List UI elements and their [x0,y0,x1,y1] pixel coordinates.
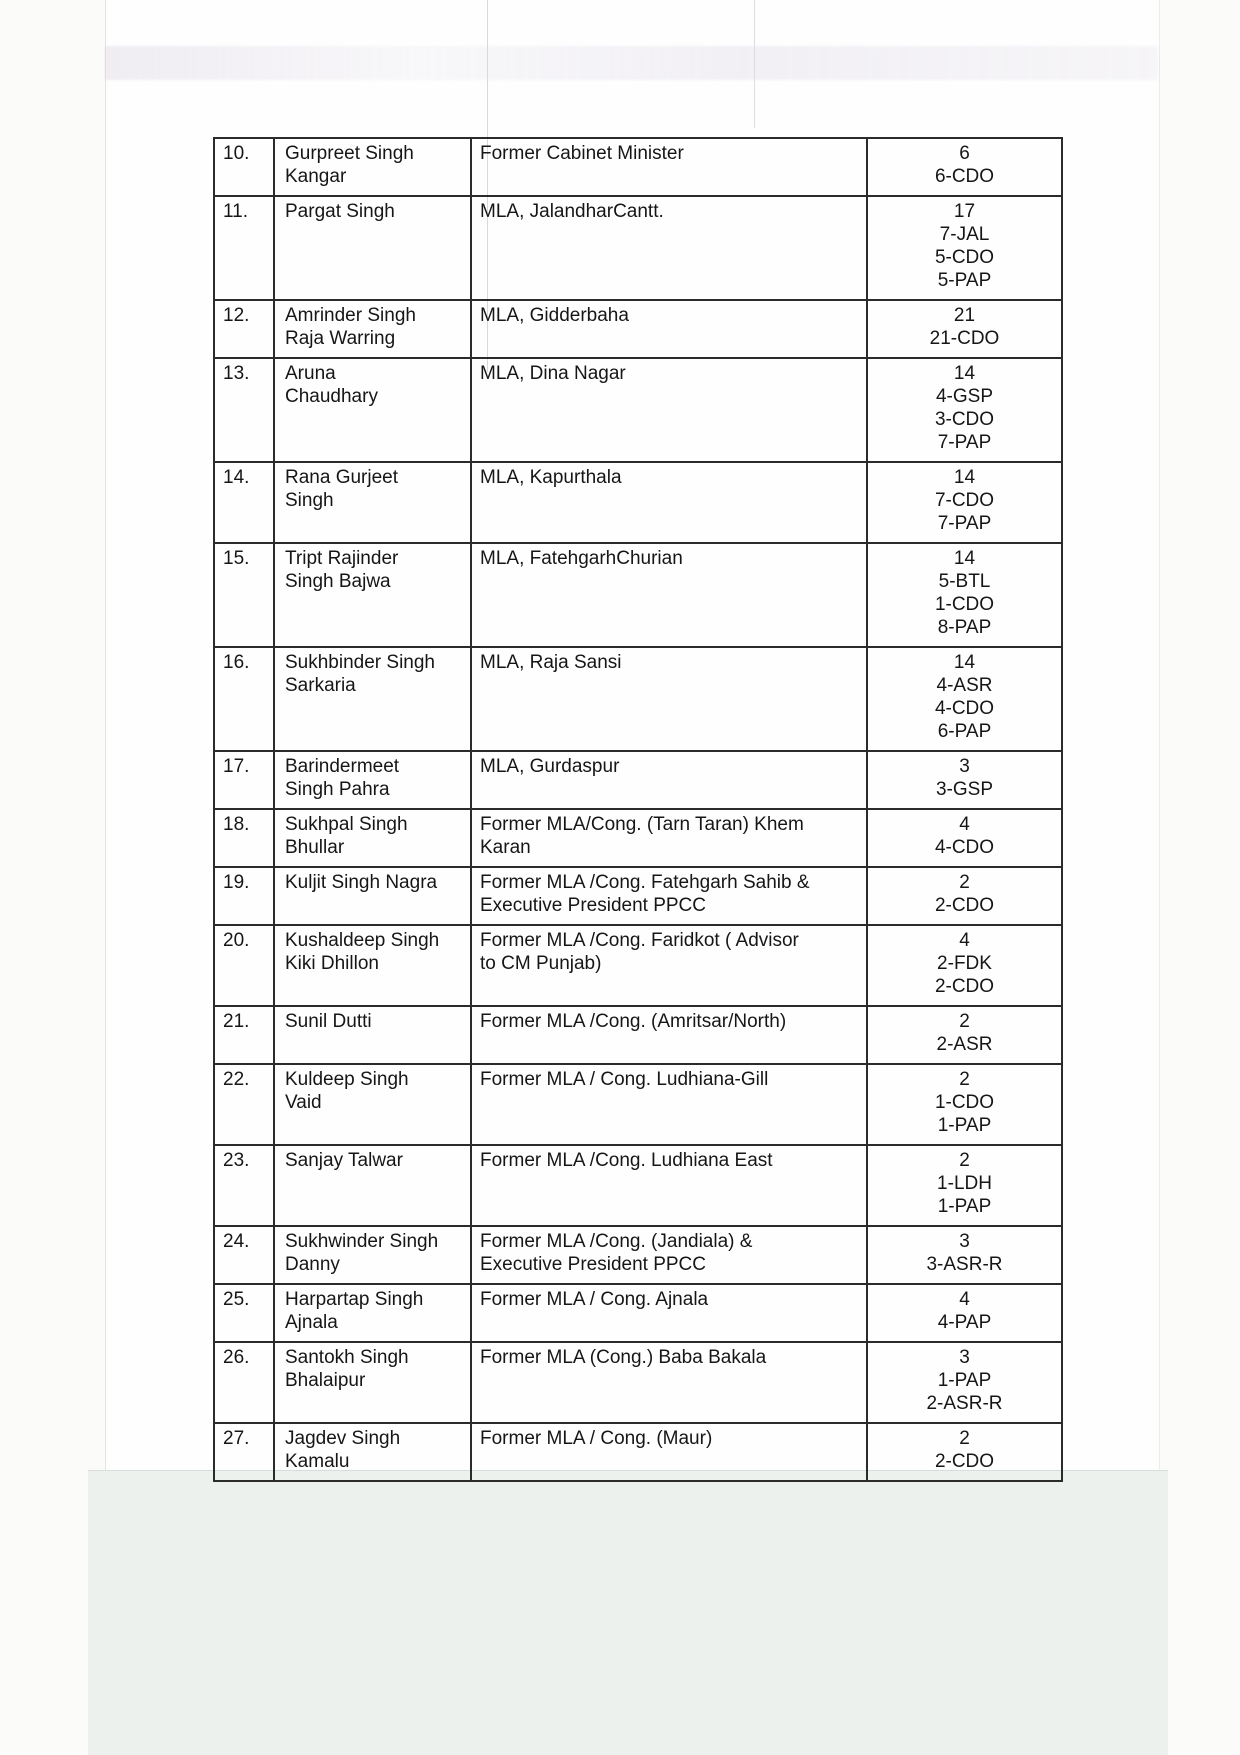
designation-cell [472,1007,868,1063]
designation-line: Karan [480,837,531,858]
designation-line: Former MLA /Cong. (Amritsar/North) [480,1011,787,1032]
designation-line: Former MLA/Cong. (Tarn Taran) Khem [480,814,804,835]
name-cell [275,463,472,542]
designation-cell [472,1065,868,1144]
name-cell [275,544,472,646]
designation-line: Former MLA /Cong. Ludhiana East [480,1150,773,1171]
count-breakdown-line: 1-CDO [934,1092,995,1113]
serial-number: 12. [223,305,250,326]
count-cell [868,139,1061,195]
name-cell [275,359,472,461]
count-breakdown-line: 7-PAP [937,513,992,534]
count-total: 3 [959,1347,970,1368]
designation-cell [472,139,868,195]
count-breakdown-line: 7-JAL [939,224,990,245]
name-line: Pargat Singh [285,201,395,222]
count-cell [868,1343,1061,1422]
table-row [215,1424,1061,1480]
designation-cell [472,752,868,808]
table-row [215,197,1061,301]
name-line: Kuldeep Singh [285,1069,409,1090]
name-cell [275,1146,472,1225]
designation-line: Former MLA / Cong. Ajnala [480,1289,709,1310]
table-row [215,544,1061,648]
count-total: 14 [953,548,976,569]
count-breakdown-line: 4-CDO [934,698,995,719]
name-line: Chaudhary [285,386,378,407]
count-breakdown-line: 3-ASR-R [926,1254,1003,1275]
serial-cell [215,463,275,542]
serial-number: 16. [223,652,250,673]
count-cell [868,648,1061,750]
count-total: 3 [959,1231,970,1252]
serial-cell [215,1007,275,1063]
name-line: Kiki Dhillon [285,953,379,974]
designation-cell [472,1343,868,1422]
table-row [215,1065,1061,1146]
designation-line: Former MLA /Cong. Faridkot ( Advisor [480,930,799,951]
designation-cell [472,301,868,357]
serial-number: 21. [223,1011,250,1032]
serial-cell [215,1146,275,1225]
designation-line: Former Cabinet Minister [480,143,684,164]
count-cell [868,868,1061,924]
count-breakdown-line: 7-CDO [934,490,995,511]
serial-cell [215,868,275,924]
scanner-background-strip [88,1470,1168,1755]
name-cell [275,648,472,750]
count-total: 2 [959,1150,970,1171]
serial-number: 10. [223,143,250,164]
count-breakdown-line: 1-PAP [937,1196,992,1217]
designation-line: Executive President PPCC [480,1254,706,1275]
designation-cell [472,926,868,1005]
serial-number: 23. [223,1150,250,1171]
count-breakdown-line: 1-CDO [934,594,995,615]
serial-number: 19. [223,872,250,893]
count-breakdown-line: 5-CDO [934,247,995,268]
scan-fold-line [754,0,755,128]
designation-cell [472,1424,868,1480]
name-cell [275,868,472,924]
name-cell [275,1424,472,1480]
name-line: Kuljit Singh Nagra [285,872,438,893]
serial-cell [215,301,275,357]
designation-line: Former MLA (Cong.) Baba Bakala [480,1347,767,1368]
designation-line: Former MLA / Cong. Ludhiana-Gill [480,1069,769,1090]
name-line: Vaid [285,1092,322,1113]
serial-cell [215,926,275,1005]
name-line: Sunil Dutti [285,1011,372,1032]
designation-line: MLA, Kapurthala [480,467,622,488]
designation-line: MLA, Raja Sansi [480,652,622,673]
table-row [215,1146,1061,1227]
count-cell [868,301,1061,357]
roster-table [213,137,1063,1482]
name-line: Gurpreet Singh [285,143,414,164]
serial-number: 27. [223,1428,250,1449]
serial-cell [215,1285,275,1341]
count-total: 6 [959,143,970,164]
name-line: Santokh Singh [285,1347,409,1368]
name-line: Kushaldeep Singh [285,930,440,951]
name-line: Raja Warring [285,328,396,349]
count-cell [868,1007,1061,1063]
name-line: Singh Pahra [285,779,390,800]
serial-cell [215,139,275,195]
table-row [215,868,1061,926]
designation-line: Executive President PPCC [480,895,706,916]
name-cell [275,301,472,357]
count-total: 2 [959,872,970,893]
name-cell [275,1343,472,1422]
designation-line: Former MLA /Cong. Fatehgarh Sahib & [480,872,810,893]
count-breakdown-line: 5-PAP [937,270,992,291]
count-total: 17 [953,201,976,222]
designation-cell [472,463,868,542]
name-line: Tript Rajinder [285,548,399,569]
count-breakdown-line: 4-PAP [937,1312,992,1333]
serial-number: 20. [223,930,250,951]
count-cell [868,1424,1061,1480]
table-row [215,1343,1061,1424]
count-cell [868,1146,1061,1225]
name-line: Bhalaipur [285,1370,366,1391]
designation-cell [472,648,868,750]
table-row [215,463,1061,544]
name-cell [275,926,472,1005]
name-line: Sarkaria [285,675,356,696]
table-row [215,1285,1061,1343]
name-line: Singh Bajwa [285,571,391,592]
count-total: 2 [959,1428,970,1449]
designation-cell [472,1146,868,1225]
count-cell [868,926,1061,1005]
name-cell [275,1227,472,1283]
count-cell [868,544,1061,646]
designation-cell [472,1227,868,1283]
count-total: 21 [953,305,976,326]
designation-line: MLA, JalandharCantt. [480,201,664,222]
name-line: Barindermeet [285,756,400,777]
serial-cell [215,648,275,750]
count-breakdown-line: 4-ASR [936,675,993,696]
count-breakdown-line: 3-GSP [935,779,994,800]
count-breakdown-line: 4-CDO [934,837,995,858]
count-cell [868,810,1061,866]
table-row [215,926,1061,1007]
count-cell [868,1227,1061,1283]
serial-number: 24. [223,1231,250,1252]
serial-cell [215,1065,275,1144]
serial-number: 22. [223,1069,250,1090]
serial-cell [215,1227,275,1283]
designation-line: MLA, Dina Nagar [480,363,626,384]
count-breakdown-line: 2-FDK [937,953,992,974]
count-total: 14 [953,652,976,673]
table-row [215,359,1061,463]
table-row [215,752,1061,810]
count-cell [868,1285,1061,1341]
count-total: 3 [959,756,970,777]
name-line: Harpartap Singh [285,1289,424,1310]
serial-number: 14. [223,467,250,488]
count-breakdown-line: 5-BTL [938,571,991,592]
count-breakdown-line: 8-PAP [937,617,992,638]
count-total: 14 [953,467,976,488]
name-line: Amrinder Singh [285,305,416,326]
count-breakdown-line: 6-PAP [937,721,992,742]
count-total: 4 [959,1289,970,1310]
scan-smudge-artifact [105,46,1158,80]
designation-line: to CM Punjab) [480,953,602,974]
name-line: Singh [285,490,334,511]
name-line: Ajnala [285,1312,338,1333]
count-breakdown-line: 2-ASR [936,1034,993,1055]
designation-cell [472,810,868,866]
designation-line: MLA, Gurdaspur [480,756,620,777]
count-cell [868,359,1061,461]
name-cell [275,752,472,808]
count-total: 4 [959,814,970,835]
designation-cell [472,1285,868,1341]
count-total: 2 [959,1069,970,1090]
name-line: Aruna [285,363,336,384]
serial-number: 13. [223,363,250,384]
name-cell [275,1065,472,1144]
count-breakdown-line: 2-CDO [934,1451,995,1472]
name-line: Danny [285,1254,340,1275]
name-line: Kamalu [285,1451,350,1472]
count-breakdown-line: 2-CDO [934,895,995,916]
serial-cell [215,544,275,646]
name-line: Sukhpal Singh [285,814,408,835]
table-row [215,810,1061,868]
count-total: 2 [959,1011,970,1032]
serial-number: 15. [223,548,250,569]
name-cell [275,197,472,299]
designation-cell [472,868,868,924]
name-line: Jagdev Singh [285,1428,401,1449]
name-line: Kangar [285,166,347,187]
designation-cell [472,359,868,461]
count-cell [868,752,1061,808]
table-row [215,648,1061,752]
count-breakdown-line: 3-CDO [934,409,995,430]
serial-cell [215,1424,275,1480]
serial-number: 26. [223,1347,250,1368]
count-cell [868,1065,1061,1144]
name-cell [275,1285,472,1341]
serial-number: 17. [223,756,250,777]
designation-cell [472,544,868,646]
serial-cell [215,810,275,866]
serial-number: 11. [223,201,249,222]
count-cell [868,197,1061,299]
count-breakdown-line: 21-CDO [929,328,1000,349]
designation-cell [472,197,868,299]
serial-cell [215,1343,275,1422]
name-cell [275,1007,472,1063]
name-line: Rana Gurjeet [285,467,399,488]
count-breakdown-line: 1-LDH [937,1173,992,1194]
count-breakdown-line: 1-PAP [937,1370,992,1391]
serial-cell [215,359,275,461]
table-row [215,1007,1061,1065]
name-line: Bhullar [285,837,345,858]
name-line: Sukhwinder Singh [285,1231,439,1252]
count-breakdown-line: 1-PAP [937,1115,992,1136]
name-line: Sukhbinder Singh [285,652,435,673]
count-breakdown-line: 4-GSP [935,386,994,407]
designation-line: MLA, Gidderbaha [480,305,629,326]
designation-line: MLA, FatehgarhChurian [480,548,683,569]
count-breakdown-line: 6-CDO [934,166,995,187]
serial-number: 25. [223,1289,250,1310]
name-cell [275,810,472,866]
designation-line: Former MLA / Cong. (Maur) [480,1428,713,1449]
table-row [215,301,1061,359]
designation-line: Former MLA /Cong. (Jandiala) & [480,1231,753,1252]
serial-number: 18. [223,814,250,835]
name-line: Sanjay Talwar [285,1150,403,1171]
count-breakdown-line: 2-ASR-R [926,1393,1003,1414]
name-cell [275,139,472,195]
count-breakdown-line: 7-PAP [937,432,992,453]
serial-cell [215,752,275,808]
table-row [215,1227,1061,1285]
table-row [215,139,1061,197]
count-total: 4 [959,930,970,951]
count-breakdown-line: 2-CDO [934,976,995,997]
count-cell [868,463,1061,542]
count-total: 14 [953,363,976,384]
serial-cell [215,197,275,299]
